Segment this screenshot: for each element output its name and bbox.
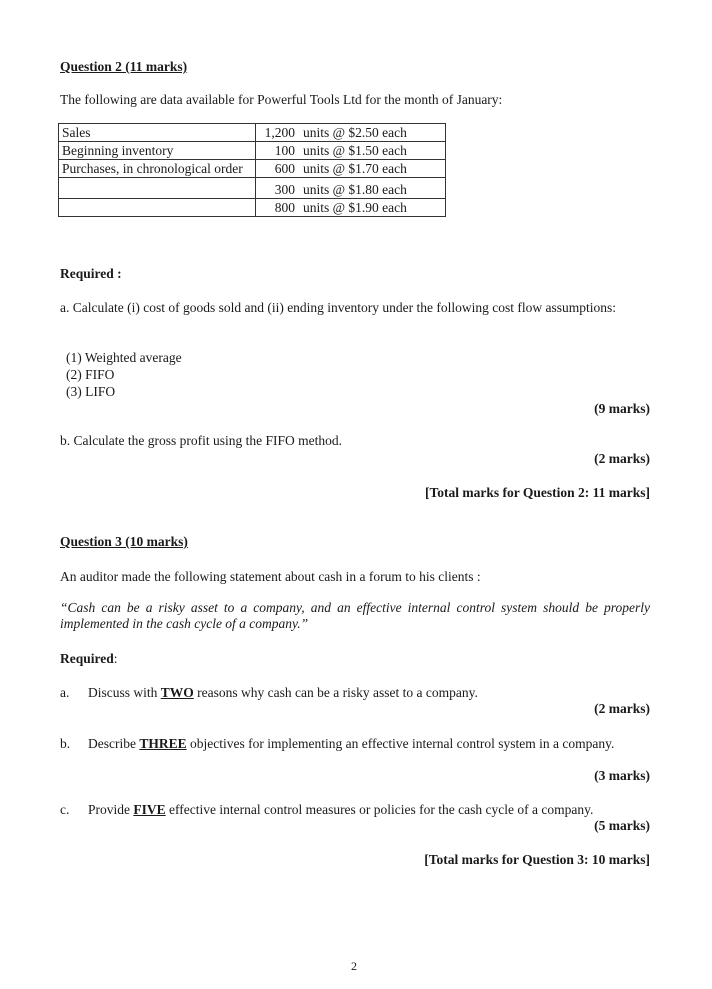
item-text-pre: Discuss with xyxy=(88,685,161,700)
table-row xyxy=(59,178,446,199)
table-detail: units @ $2.50 each xyxy=(303,125,407,140)
auditor-quote: “Cash can be a risky asset to a company, and an effective internal control system should be properly implemented in the cash cycle of a company.” xyxy=(60,600,650,631)
part-b-marks: (2 marks) xyxy=(594,451,650,466)
item-c-marks: (5 marks) xyxy=(594,818,650,833)
table-qty: 1,200 xyxy=(264,125,295,140)
item-emphasis: THREE xyxy=(139,736,187,751)
table-detail: units @ $1.50 each xyxy=(303,143,407,158)
item-a-marks: (2 marks) xyxy=(594,701,650,716)
table-cell-value xyxy=(256,178,446,199)
item-letter: c. xyxy=(60,802,70,817)
item-text-post: reasons why cash can be a risky asset to a company. xyxy=(193,685,478,700)
required-label xyxy=(60,651,118,667)
table-cell-label xyxy=(59,160,256,178)
item-emphasis: TWO xyxy=(160,685,194,700)
table-label-text: Purchases, in chronological order xyxy=(62,161,243,176)
question-3-total: [Total marks for Question 3: 10 marks] xyxy=(424,852,650,867)
table-detail: units @ $1.80 each xyxy=(303,182,407,197)
item-letter: a. xyxy=(60,685,70,700)
question-3-item-a xyxy=(88,685,650,701)
item-b-marks: (3 marks) xyxy=(594,768,650,783)
inventory-data-table xyxy=(58,123,446,217)
question-2-total: [Total marks for Question 2: 11 marks] xyxy=(424,485,650,500)
question-2-part-b: b. Calculate the gross profit using the FIFO method. xyxy=(60,433,342,448)
item-text-pre: Describe xyxy=(88,736,140,751)
required-label: Required : xyxy=(60,266,122,281)
table-row xyxy=(59,142,446,160)
table-row xyxy=(59,124,446,142)
required-colon: : xyxy=(113,651,118,666)
table-detail: units @ $1.90 each xyxy=(303,200,407,215)
method-weighted-average: (1) Weighted average xyxy=(66,350,182,365)
page-number: 2 xyxy=(351,959,357,973)
question-3-item-b xyxy=(88,736,650,752)
method-lifo: (3) LIFO xyxy=(66,384,116,399)
table-cell-label: Sales xyxy=(59,124,256,142)
table-cell-value xyxy=(256,199,446,217)
question-3-intro: An auditor made the following statement about cash in a forum to his clients : xyxy=(60,569,481,584)
item-text-pre: Provide xyxy=(88,802,134,817)
item-text-post: objectives for implementing an effective internal control system in a company. xyxy=(186,736,615,751)
question-3-item-c xyxy=(88,802,650,818)
table-cell-value xyxy=(256,142,446,160)
question-2-heading: Question 2 (11 marks) xyxy=(60,59,188,74)
required-text: Required xyxy=(60,651,114,666)
table-row xyxy=(59,199,446,217)
table-cell-label xyxy=(59,178,256,199)
table-qty: 300 xyxy=(274,182,295,197)
question-2-intro: The following are data available for Powerful Tools Ltd for the month of January: xyxy=(60,92,503,107)
table-cell-label: Beginning inventory xyxy=(59,142,256,160)
item-emphasis: FIVE xyxy=(133,802,166,817)
table-qty: 800 xyxy=(274,200,295,215)
table-row xyxy=(59,160,446,178)
method-fifo: (2) FIFO xyxy=(66,367,115,382)
table-cell-label xyxy=(59,199,256,217)
table-cell-value xyxy=(256,160,446,178)
question-2-part-a: a. Calculate (i) cost of goods sold and (ii) ending inventory under the following cost flow assumptions: xyxy=(60,300,617,315)
question-3-heading: Question 3 (10 marks) xyxy=(60,534,188,549)
table-qty: 600 xyxy=(274,161,295,176)
item-text-post: effective internal control measures or policies for the cash cycle of a company. xyxy=(165,802,594,817)
part-a-marks: (9 marks) xyxy=(594,401,650,416)
table-detail: units @ $1.70 each xyxy=(303,161,407,176)
table-qty: 100 xyxy=(274,143,295,158)
table-cell-value xyxy=(256,124,446,142)
item-letter: b. xyxy=(60,736,71,751)
